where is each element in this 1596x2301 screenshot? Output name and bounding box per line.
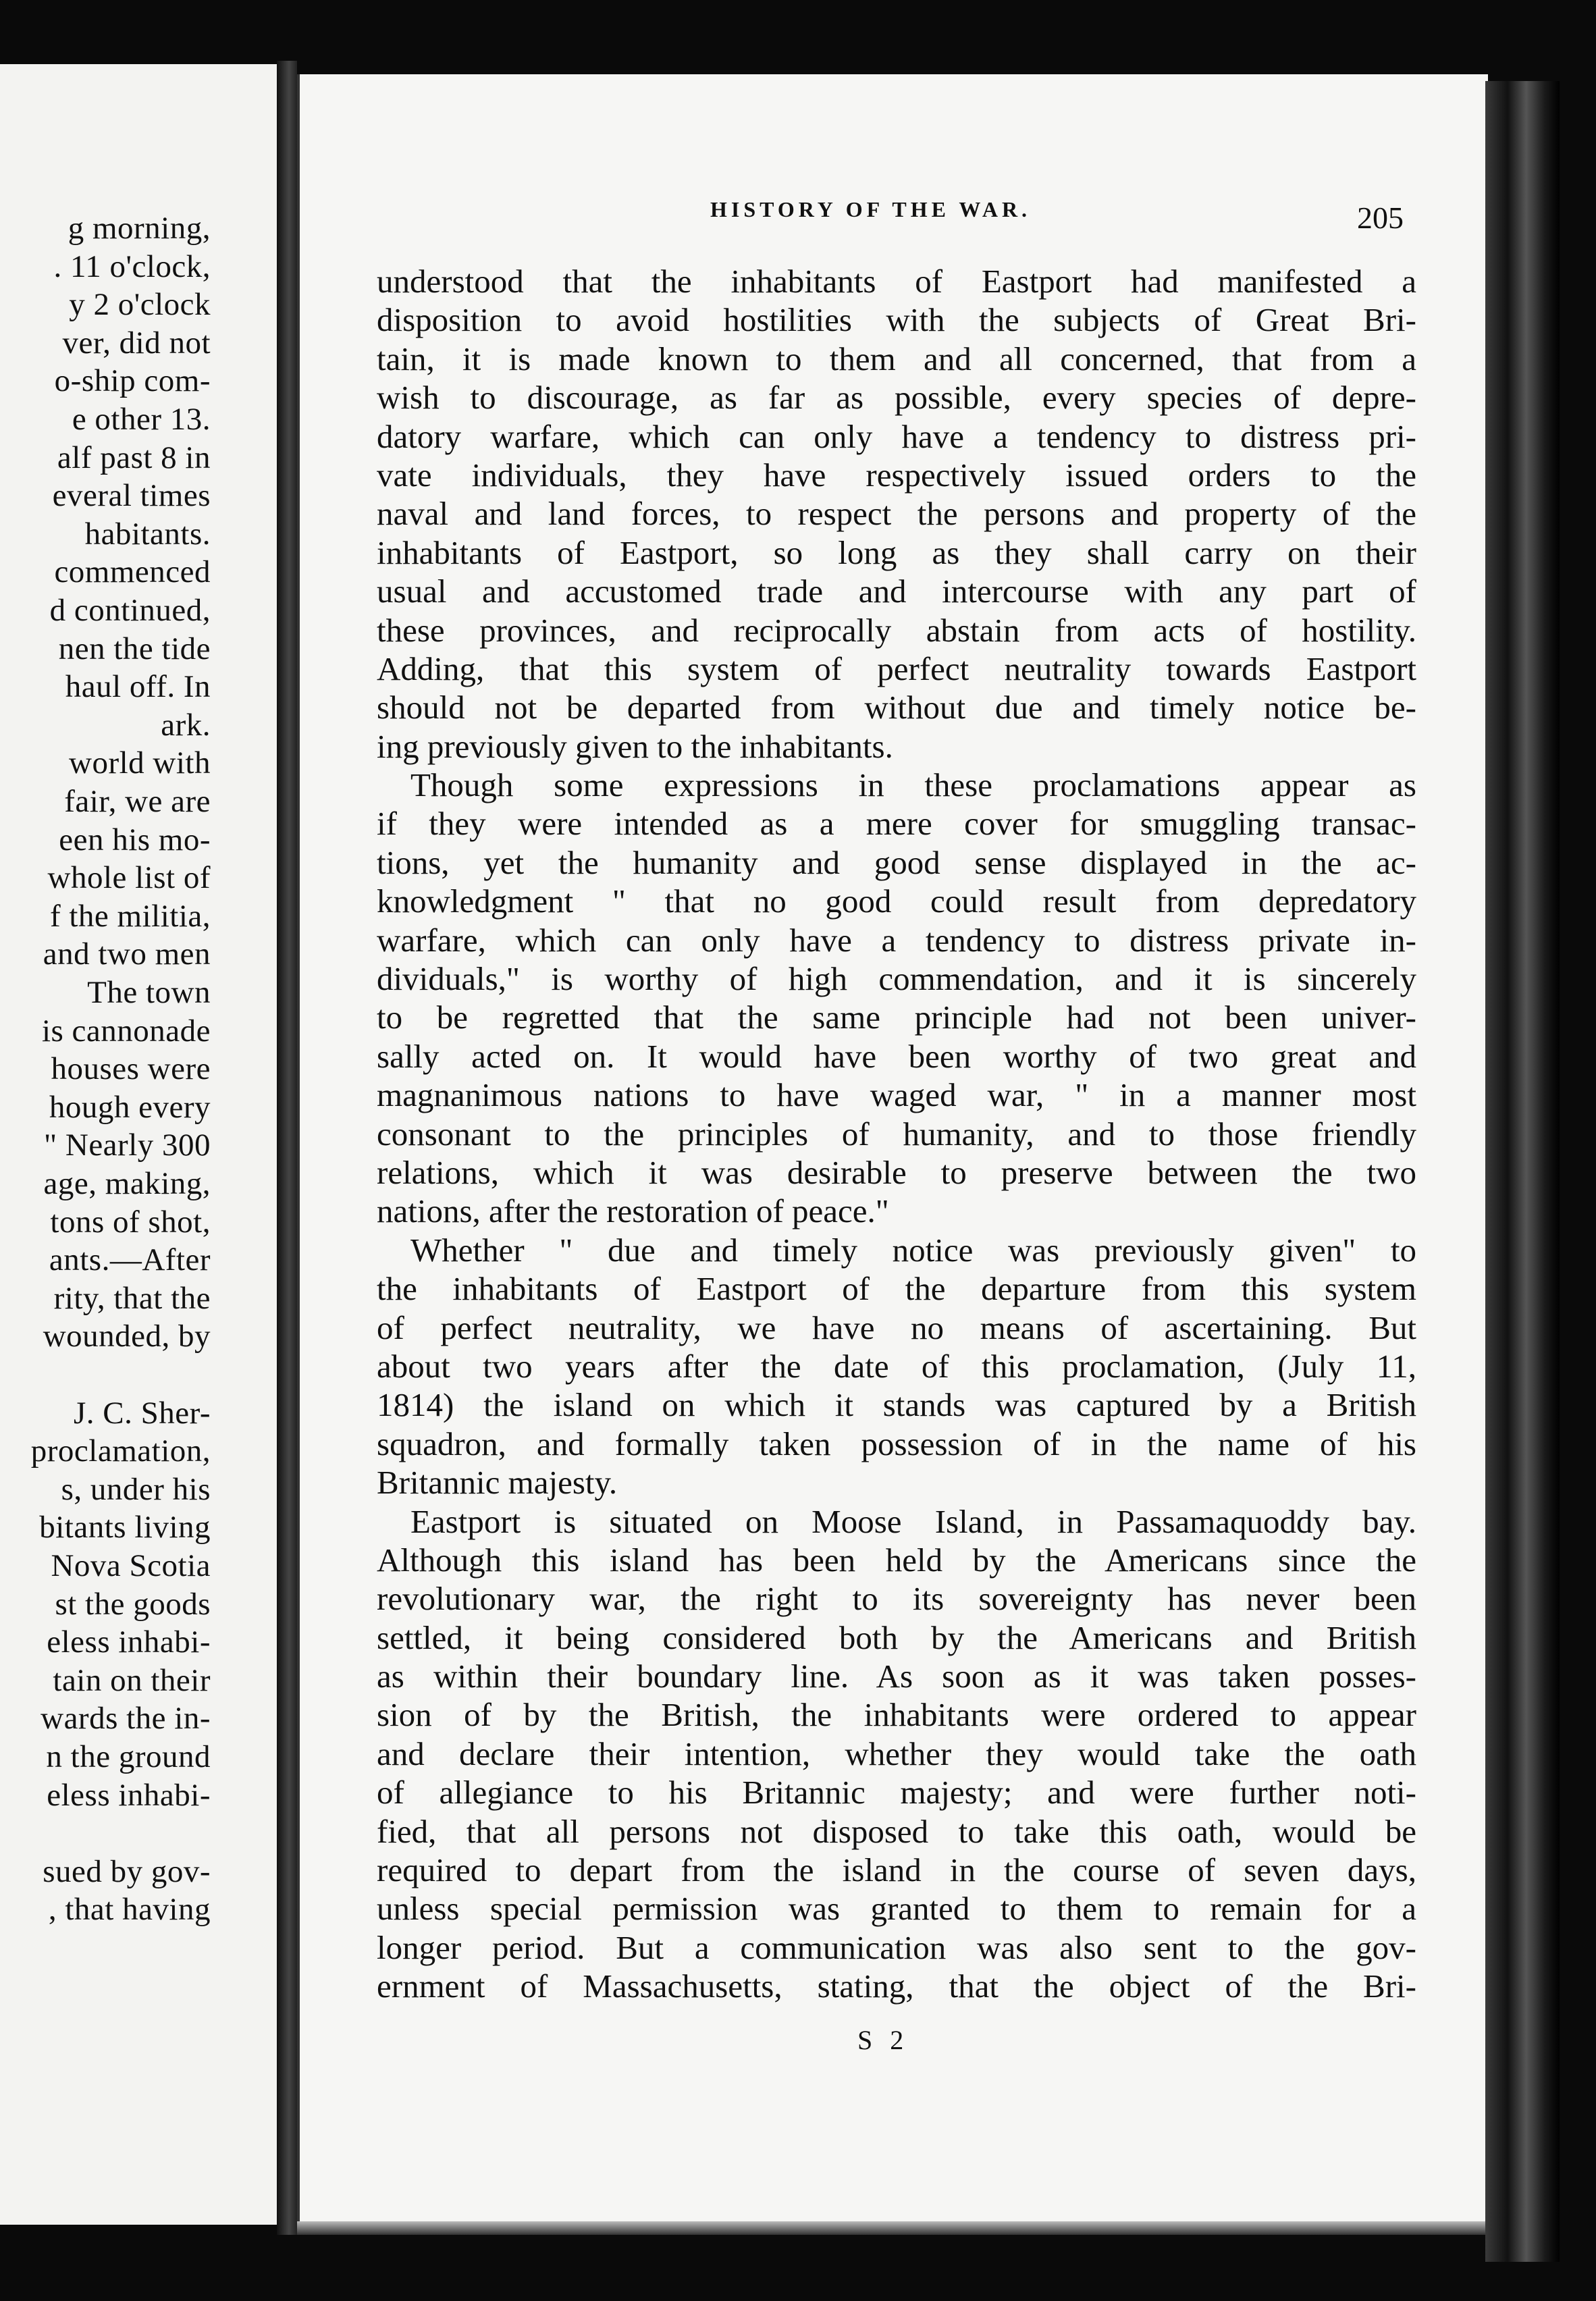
left-page-line: haul off. In — [65, 669, 211, 705]
body-line: as within their boundary line. As soon as it was taken posses- — [377, 1658, 1416, 1695]
body-line: ing previously given to the inhabitants. — [377, 727, 893, 765]
body-line: dividuals," is worthy of high commendation, and it is sincerely — [377, 960, 1416, 998]
left-page-line: nen the tide — [58, 631, 211, 666]
left-page-line: world with — [69, 745, 211, 781]
body-line: squadron, and formally taken possession of in the name of his — [377, 1425, 1416, 1462]
body-text — [377, 262, 1416, 2006]
body-line: about two years after the date of this proclamation, (July 11, — [377, 1347, 1416, 1385]
left-page-line: e other 13. — [72, 402, 211, 437]
body-line: tain, it is made known to them and all concerned, that from a — [377, 340, 1416, 377]
left-page-line: f the militia, — [49, 898, 211, 934]
body-line: 1814) the island on which it stands was captured by a British — [377, 1386, 1416, 1424]
body-line: required to depart from the island in the course of seven days, — [377, 1851, 1416, 1889]
left-page — [0, 64, 281, 2225]
body-line: Although this island has been held by the Americans since the — [377, 1541, 1416, 1579]
left-page-line: wards the in- — [41, 1701, 211, 1737]
left-page-line: eless inhabi- — [47, 1777, 211, 1813]
signature-mark: S 2 — [857, 2025, 909, 2055]
left-page-line: d continued, — [49, 593, 211, 628]
body-line: of allegiance to his Britannic majesty; and were further noti- — [377, 1774, 1416, 1811]
book-gutter — [277, 61, 297, 2235]
running-head: HISTORY OF THE WAR. — [710, 197, 1032, 221]
body-line: knowledgment " that no good could result from depredatory — [377, 882, 1416, 920]
left-page-line: ants.—After — [49, 1242, 211, 1278]
body-line: sally acted on. It would have been worthy of two great and — [377, 1037, 1416, 1075]
body-line: Though some expressions in these proclamations appear as — [410, 766, 1416, 804]
body-line: relations, which it was desirable to preserve between the two — [377, 1153, 1416, 1191]
left-page-line: ark. — [161, 707, 211, 743]
body-line: of perfect neutrality, we have no means of ascertaining. But — [377, 1308, 1416, 1346]
body-line: to be regretted that the same principle had not been univer- — [377, 999, 1416, 1036]
left-page-line: sued by gov- — [43, 1853, 211, 1889]
page-number: 205 — [1357, 201, 1404, 235]
left-page-line: . 11 o'clock, — [53, 248, 211, 284]
body-line: consonant to the principles of humanity, and to those friendly — [377, 1115, 1416, 1153]
left-page-line: g morning, — [68, 211, 211, 246]
body-line: tions, yet the humanity and good sense displayed in the ac- — [377, 843, 1416, 881]
body-line: vate individuals, they have respectively issued orders to the — [377, 456, 1416, 494]
left-page-line: whole list of — [47, 860, 211, 896]
body-line: these provinces, and reciprocally abstain from acts of hostility. — [377, 611, 1416, 649]
body-line: Whether " due and timely notice was previously given" to — [410, 1231, 1416, 1269]
body-line: sion of by the British, the inhabitants were ordered to appear — [377, 1696, 1416, 1734]
left-page-line: and two men — [43, 936, 211, 972]
left-page-line: een his mo- — [59, 822, 211, 857]
left-page-line: rity, that the — [53, 1280, 211, 1316]
body-line: settled, it being considered both by the Americans and British — [377, 1618, 1416, 1656]
body-line: revolutionary war, the right to its sovereignty has never been — [377, 1580, 1416, 1618]
body-line: and declare their intention, whether they would take the oath — [377, 1735, 1416, 1772]
body-line: unless special permission was granted to them to remain for a — [377, 1890, 1416, 1928]
left-page-line: J. C. Sher- — [73, 1395, 211, 1431]
page-edges — [1485, 81, 1560, 2262]
left-page-line: bitants living — [39, 1510, 211, 1545]
left-page-line: eless inhabi- — [47, 1624, 211, 1660]
body-line: Britannic majesty. — [377, 1464, 618, 1502]
body-line: if they were intended as a mere cover for smuggling transac- — [377, 805, 1416, 843]
left-page-line: Nova Scotia — [51, 1548, 211, 1583]
left-page-line: tons of shot, — [50, 1204, 211, 1240]
left-page-line: y 2 o'clock — [69, 287, 211, 323]
body-line: the inhabitants of Eastport of the departure from this system — [377, 1270, 1416, 1308]
body-line: Eastport is situated on Moose Island, in Passamaquoddy bay. — [410, 1502, 1416, 1540]
left-page-line: commenced — [54, 554, 211, 590]
body-line: magnanimous nations to have waged war, " in a manner most — [377, 1076, 1416, 1114]
left-page-line: proclamation, — [30, 1433, 211, 1469]
page-bottom-shadow — [297, 2221, 1485, 2235]
left-page-line: tain on their — [53, 1662, 211, 1698]
left-page-line: habitants. — [84, 516, 211, 552]
body-line: datory warfare, which can only have a tendency to distress pri- — [377, 417, 1416, 455]
body-line: inhabitants of Eastport, so long as they shall carry on their — [377, 533, 1416, 571]
left-page-line: age, making, — [43, 1166, 211, 1201]
left-page-line: " Nearly 300 — [43, 1128, 211, 1163]
left-page-line: The town — [87, 975, 211, 1010]
body-line: warfare, which can only have a tendency to distress private in- — [377, 921, 1416, 959]
left-page-line: n the ground — [46, 1739, 211, 1774]
body-line: fied, that all persons not disposed to take this oath, would be — [377, 1812, 1416, 1850]
body-line: longer period. But a communication was also sent to the gov- — [377, 1928, 1416, 1966]
left-page-line: , that having — [48, 1892, 211, 1928]
left-page-line: wounded, by — [43, 1319, 211, 1354]
left-page-line: alf past 8 in — [57, 440, 211, 475]
body-line: usual and accustomed trade and intercourse with any part of — [377, 573, 1416, 610]
left-page-line: fair, we are — [64, 784, 211, 819]
body-line: nations, after the restoration of peace." — [377, 1192, 889, 1230]
body-line: naval and land forces, to respect the persons and property of the — [377, 495, 1416, 533]
left-page-line: ver, did not — [62, 325, 211, 361]
left-page-line: is cannonade — [41, 1013, 211, 1049]
body-line: Adding, that this system of perfect neutrality towards Eastport — [377, 650, 1416, 687]
body-line: should not be departed from without due and timely notice be- — [377, 689, 1416, 726]
left-page-line: hough every — [49, 1089, 211, 1125]
left-page-line: st the goods — [55, 1586, 211, 1622]
left-page-line: o-ship com- — [54, 363, 211, 399]
left-page-line: houses were — [51, 1051, 211, 1087]
left-page-line: everal times — [52, 478, 211, 514]
body-line: understood that the inhabitants of Eastport had manifested a — [377, 263, 1416, 300]
body-line: ernment of Massachusetts, stating, that the object of the Bri- — [377, 1967, 1416, 2005]
left-page-line: s, under his — [61, 1471, 211, 1507]
body-line: disposition to avoid hostilities with the subjects of Great Bri- — [377, 301, 1416, 339]
body-line: wish to discourage, as far as possible, every species of depre- — [377, 379, 1416, 417]
